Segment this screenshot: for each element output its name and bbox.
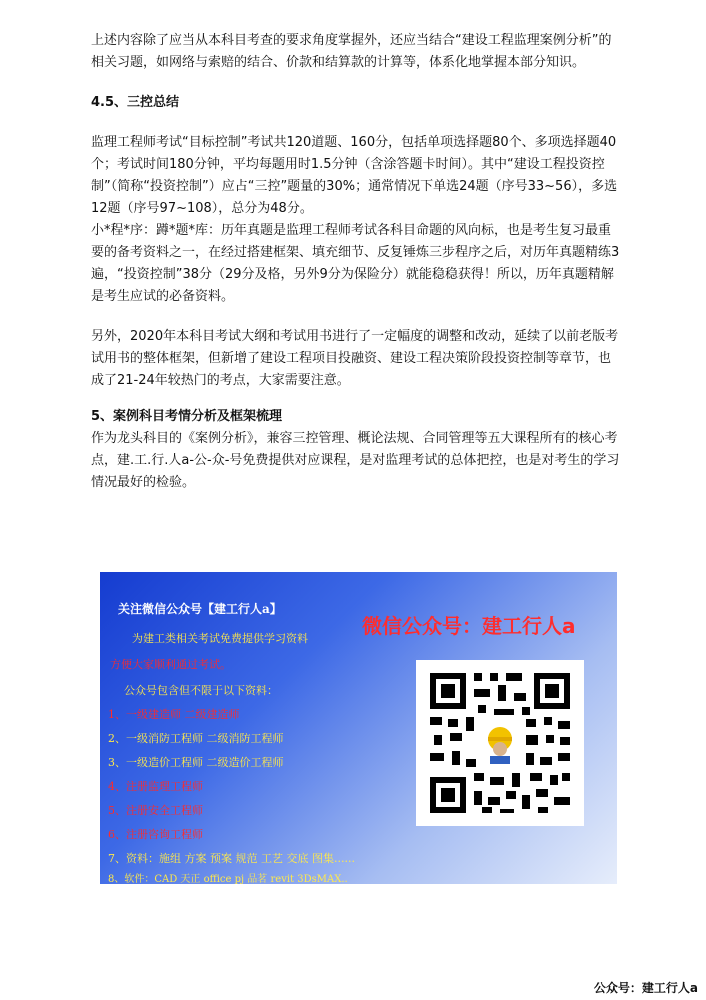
qr-code-graphic bbox=[426, 669, 574, 817]
banner-line-2: 为建工类相关考试免费提供学习资料 bbox=[132, 632, 308, 645]
banner-item-6: 6、注册咨询工程师 bbox=[108, 828, 203, 841]
wechat-title: 微信公众号：建工行人a bbox=[362, 614, 576, 638]
footer-account-label: 公众号：建工行人a bbox=[593, 981, 698, 995]
banner-item-1: 1、一级建造师 二级建造师 bbox=[108, 708, 240, 721]
banner-line-4: 公众号包含但不限于以下资料： bbox=[124, 684, 278, 697]
paragraph-4: 另外，2020年本科目考试大纲和考试用书进行了一定幅度的调整和改动，延续了以前老版考试用书的整体框架，但新增了建设工程项目投融资、建设工程决策阶段投资控制等章节，也成了21-24年较热门的考点，大家需要注意。 bbox=[91, 329, 619, 388]
promo-banner bbox=[100, 572, 617, 884]
banner-item-5: 5、注册安全工程师 bbox=[108, 804, 203, 817]
banner-item-4: 4、注册监理工程师 bbox=[108, 780, 203, 793]
paragraph-2: 监理工程师考试“目标控制”考试共120道题、160分，包括单项选择题80个、多项选择题40个；考试时间180分钟，平均每题用时1.5分钟（含涂答题卡时间）。其中“建设工程投资控制”（简称“投资控制”）应占“三控”题量的30%；通常情况下单选24题（序号33~56），多选12题（序号97~108），总分为48分。 bbox=[91, 135, 618, 216]
banner-item-2: 2、一级消防工程师 二级消防工程师 bbox=[108, 732, 284, 745]
paragraph-1: 上述内容除了应当从本科目考查的要求角度掌握外，还应当结合“建设工程监理案例分析”的相关习题，如网络与索赔的结合、价款和结算款的计算等，体系化地掌握本部分知识。 bbox=[91, 33, 612, 70]
banner-item-7: 7、资料：施组 方案 预案 规范 工艺 交底 图集...... bbox=[108, 852, 355, 865]
heading-5: 5、案例科目考情分析及框架梳理 bbox=[91, 409, 283, 424]
banner-item-3: 3、一级造价工程师 二级造价工程师 bbox=[108, 756, 284, 769]
paragraph-5: 作为龙头科目的《案例分析》，兼容三控管理、概论法规、合同管理等五大课程所有的核心考点，建.工.行.人a-公-众-号免费提供对应课程，是对监理考试的总体把控，也是对考生的学习情况最好的检验。 bbox=[91, 431, 620, 490]
paragraph-3: 小*程*序：蹲*题*库：历年真题是监理工程师考试各科目命题的风向标，也是考生复习最重要的备考资料之一，在经过搭建框架、填充细节、反复锤炼三步程序之后，对历年真题精练3遍，“投资控制”38分（29分及格，另外9分为保险分）就能稳稳获得！所以，历年真题精解是考生应试的必备资料。 bbox=[91, 223, 620, 304]
banner-line-3: 方便大家顺利通过考试。 bbox=[110, 658, 231, 671]
qr-code-icon bbox=[416, 660, 584, 826]
heading-4-5: 4.5、三控总结 bbox=[91, 95, 180, 110]
banner-item-8: 8、软件：CAD 天正 office pj 品茗 revit 3DsMAX.. bbox=[108, 874, 348, 884]
article-body bbox=[91, 30, 621, 494]
banner-follow-text: 关注微信公众号【建工行人a】 bbox=[118, 602, 282, 616]
